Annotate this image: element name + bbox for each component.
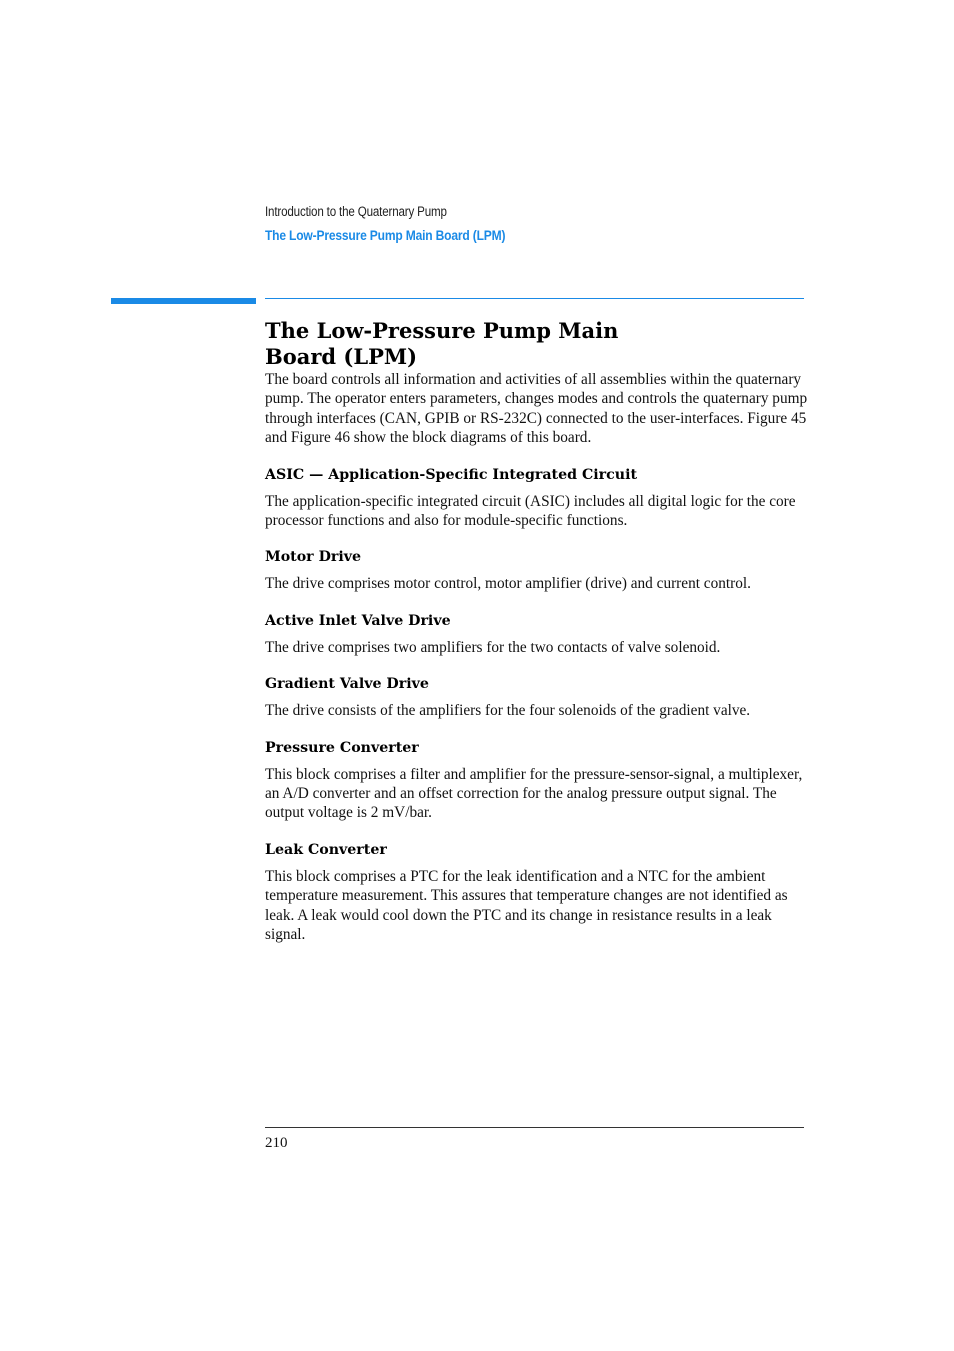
section-heading: Leak Converter <box>265 841 387 858</box>
section-gradient-valve-drive <box>265 675 810 720</box>
main-content <box>265 318 810 945</box>
header-divider <box>265 298 804 299</box>
section-asic <box>265 466 810 531</box>
intro-paragraph: The board controls all information and activities of all assemblies within the quaternary pump. The operator enters parameters, changes modes and controls the quaternary pump through interfaces (CAN, GPIB or RS-232C) connected to the user-interfaces. Figure 45 and Figure 46 show the block diagrams of this board. <box>265 371 808 447</box>
section-pressure-converter <box>265 739 810 823</box>
section-leak-converter <box>265 841 810 945</box>
section-heading: Active Inlet Valve Drive <box>265 612 451 629</box>
section-heading: Motor Drive <box>265 549 362 566</box>
running-header-section: The Low-Pressure Pump Main Board (LPM) <box>265 226 506 243</box>
footer-divider <box>265 1127 804 1128</box>
accent-bar <box>111 298 256 304</box>
section-body: This block comprises a PTC for the leak identification and a NTC for the ambient temperature measurement. This assures that temperature changes are not identified as leak. A leak would cool down the PTC and its change in resistance results in a leak signal. <box>265 867 788 944</box>
section-body: The drive consists of the amplifiers for the four solenoids of the gradient valve. <box>265 702 751 720</box>
section-motor-drive <box>265 548 810 593</box>
section-heading: Pressure Converter <box>265 739 419 756</box>
section-active-inlet-valve-drive <box>265 612 810 657</box>
running-header-chapter: Introduction to the Quaternary Pump <box>265 204 447 219</box>
section-body: The drive comprises two amplifiers for the two contacts of valve solenoid. <box>265 638 721 656</box>
section-body: The application-specific integrated circuit (ASIC) includes all digital logic for the core processor functions and also for module-specific functions. <box>265 492 796 530</box>
section-heading: Gradient Valve Drive <box>265 676 429 693</box>
page-number: 210 <box>265 1135 288 1151</box>
running-header <box>265 205 544 242</box>
section-body: This block comprises a filter and amplifier for the pressure-sensor-signal, a multiplexer, an A/D converter and an offset correction for the analog pressure output signal. The output voltage is 2 mV/bar. <box>265 765 803 822</box>
section-body: The drive comprises motor control, motor amplifier (drive) and current control. <box>265 575 751 593</box>
section-heading: ASIC — Application-Specific Integrated Circuit <box>265 466 638 483</box>
page-title: The Low-Pressure Pump Main Board (LPM) <box>265 318 619 369</box>
